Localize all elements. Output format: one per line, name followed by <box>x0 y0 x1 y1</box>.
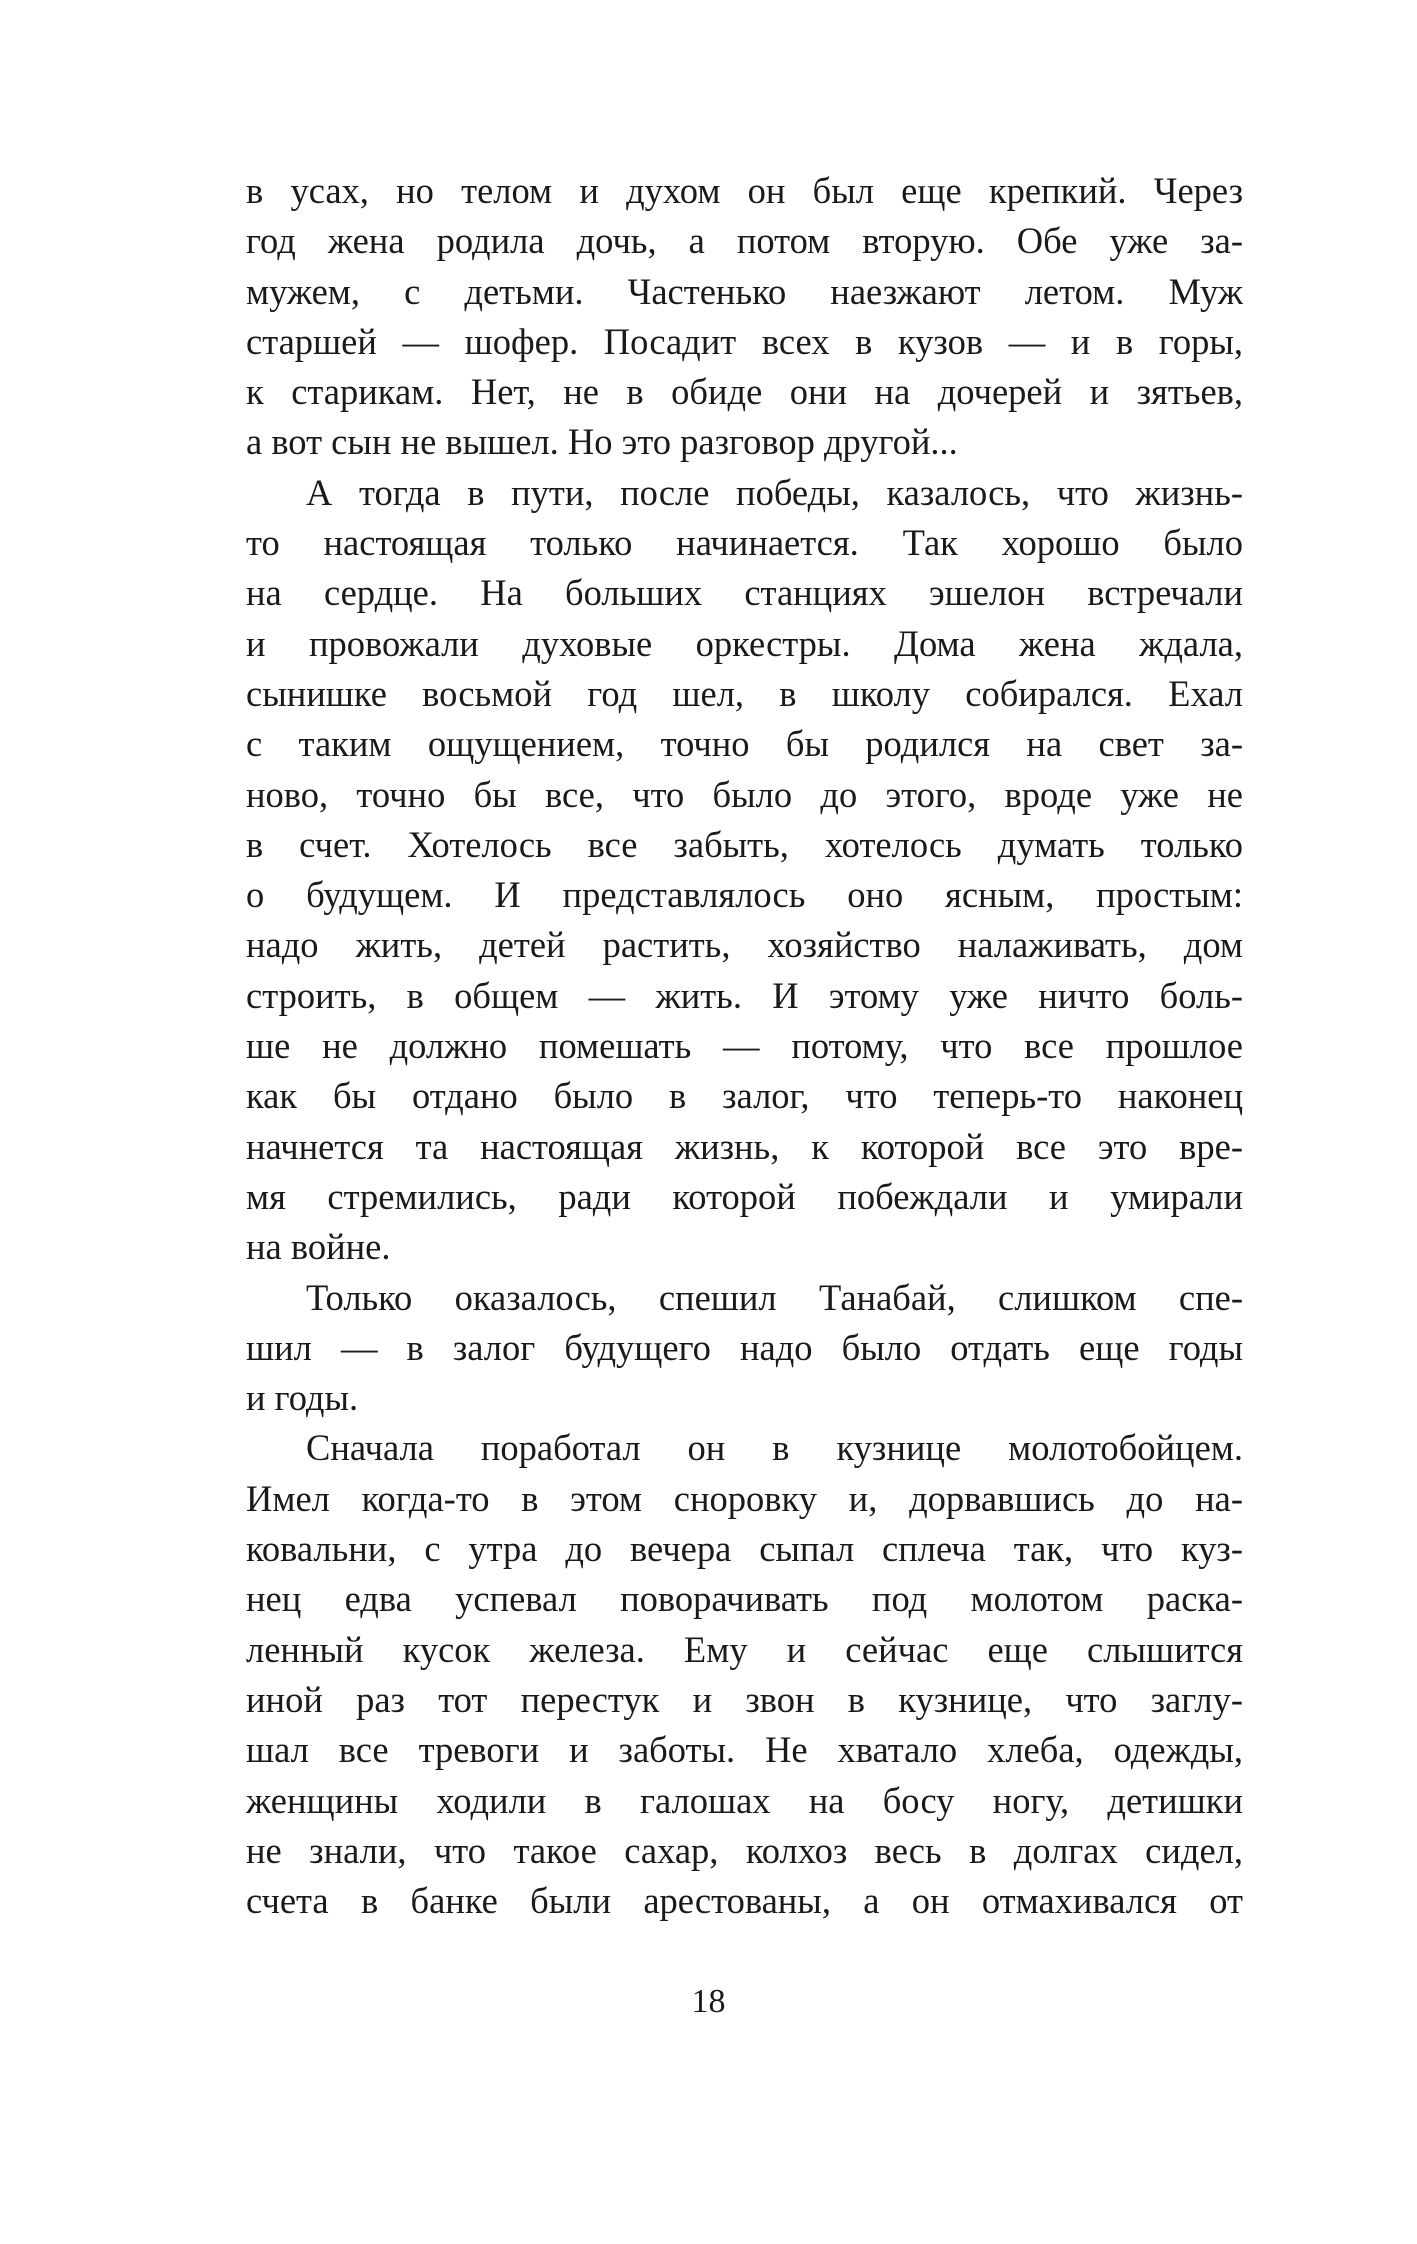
text-line: Имел когда-то в этом сноровку и, дорвавшись до на- <box>246 1477 1243 1519</box>
text-line: а вот сын не вышел. Но это разговор другой... <box>246 421 958 463</box>
text-line: старшей — шофер. Посадит всех в кузов — и в горы, <box>246 320 1243 362</box>
text-line: шал все тревоги и заботы. Не хватало хлеба, одежды, <box>246 1729 1243 1771</box>
text-line: нец едва успевал поворачивать под молотом раска- <box>246 1578 1243 1620</box>
text-line: на войне. <box>246 1226 391 1268</box>
text-line: шил — в залог будущего надо было отдать еще годы <box>246 1326 1243 1368</box>
text-line: иной раз тот перестук и звон в кузнице, что заглу- <box>246 1678 1243 1720</box>
text-line: счета в банке были арестованы, а он отмахивался от <box>246 1880 1243 1922</box>
paragraph-3 <box>246 1273 1243 1424</box>
text-line: Сначала поработал он в кузнице молотобойцем. <box>306 1427 1243 1469</box>
text-line: то настоящая только начинается. Так хорошо было <box>246 522 1243 564</box>
text-line: и провожали духовые оркестры. Дома жена ждала, <box>246 622 1243 664</box>
text-line: в усах, но телом и духом он был еще крепкий. Через <box>246 170 1243 211</box>
paragraph-2 <box>246 468 1243 1273</box>
text-line: год жена родила дочь, а потом вторую. Обе уже за- <box>246 220 1243 262</box>
text-line: мужем, с детьми. Частенько наезжают летом. Муж <box>246 270 1243 312</box>
text-line: как бы отдано было в залог, что теперь-то наконец <box>246 1075 1243 1117</box>
text-line: начнется та настоящая жизнь, к которой все это вре- <box>246 1125 1243 1167</box>
text-line: не знали, что такое сахар, колхоз весь в долгах сидел, <box>246 1829 1243 1871</box>
text-line: ново, точно бы все, что было до этого, вроде уже не <box>246 773 1243 815</box>
text-line: ленный кусок железа. Ему и сейчас еще слышится <box>246 1628 1243 1670</box>
text-line: с таким ощущением, точно бы родился на свет за- <box>246 723 1243 765</box>
text-line: сынишке восьмой год шел, в школу собирался. Ехал <box>246 672 1243 714</box>
text-line: в счет. Хотелось все забыть, хотелось думать только <box>246 823 1243 865</box>
text-line: на сердце. На больших станциях эшелон встречали <box>246 572 1243 614</box>
text-line: Только оказалось, спешил Танабай, слишком спе- <box>306 1276 1243 1318</box>
text-line: надо жить, детей растить, хозяйство налаживать, дом <box>246 924 1243 966</box>
page-number: 18 <box>691 1983 726 2020</box>
paragraph-4 <box>246 1423 1243 1926</box>
text-line: женщины ходили в галошах на босу ногу, детишки <box>246 1779 1243 1821</box>
text-line: ше не должно помешать — потому, что все прошлое <box>246 1025 1243 1067</box>
body-text <box>246 166 1243 1926</box>
text-line: и годы. <box>246 1377 359 1419</box>
text-line: строить, в общем — жить. И этому уже ничто боль- <box>246 974 1243 1016</box>
text-line: ковальни, с утра до вечера сыпал сплеча так, что куз- <box>246 1528 1243 1570</box>
paragraph-1 <box>246 166 1243 468</box>
text-line: А тогда в пути, после победы, казалось, что жизнь- <box>306 471 1243 513</box>
text-line: к старикам. Нет, не в обиде они на дочерей и зятьев, <box>246 371 1243 413</box>
text-line: мя стремились, ради которой побеждали и умирали <box>246 1175 1243 1217</box>
text-line: о будущем. И представлялось оно ясным, простым: <box>246 874 1243 916</box>
